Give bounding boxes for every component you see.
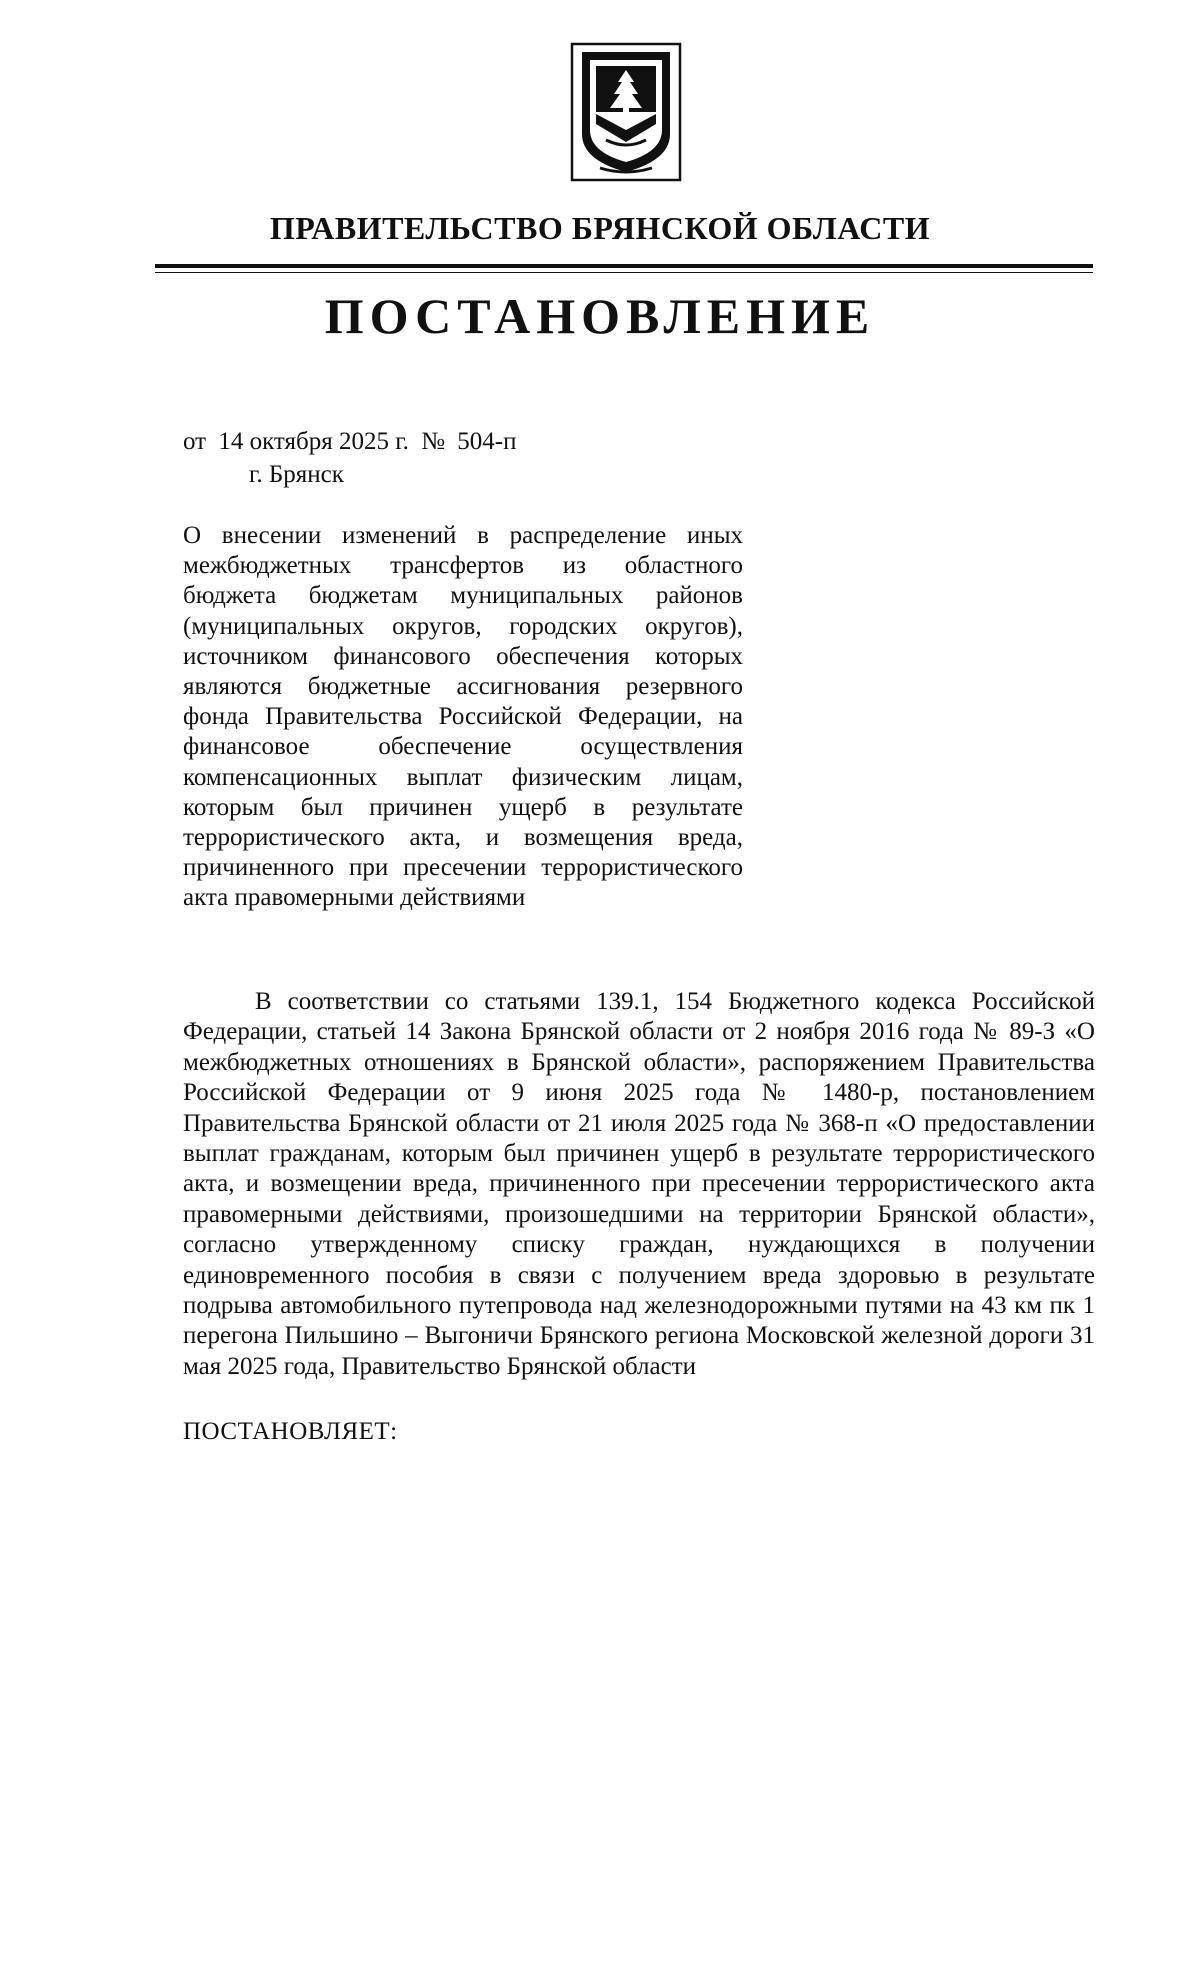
coat-of-arms-icon <box>570 42 682 182</box>
document-subject: О внесении изменений в распределение иных межбюджетных трансфертов из областного бюджета бюджетам муниципальных районов (муниципальных округов, городских округов), источником финансового обеспечения которых являются бюджетные ассигнования резервного фонда Правительства Российской Федерации, на финансовое обеспечение осуществления компенсационных выплат физическим лицам, которым был причинен ущерб в результате террористического акта, и возмещения вреда, причиненного при пресечении террористического акта правомерными действиями <box>183 522 743 912</box>
document-city: г. Брянск <box>249 461 344 488</box>
document-date: 14 октября 2025 г. <box>218 428 409 455</box>
number-sign: № <box>421 428 446 455</box>
preamble-paragraph: В соответствии со статьями 139.1, 154 Бюджетного кодекса Российской Федерации, статьей 14 Закона Брянской области от 2 ноября 2016 года № 89-З «О межбюджетных отношениях в Брянской области», распоряжением Правительства Российской Федерации от 9 июня 2025 года № 1480-р, постановлением Правительства Брянской области от 21 июля 2025 года № 368-п «О предоставлении выплат гражданам, которым был причинен ущерб в результате террористического акта, и возмещении вреда, причиненного при пресечении террористического акта правомерными действиями, произошедшими на территории Брянской области», согласно утвержденному списку граждан, нуждающихся в получении единовременного пособия в связи с получением вреда здоровью в результате подрыва автомобильного путепровода над железнодорожными путями на 43 км пк 1 перегона Пильшино – Выгоничи Брянского региона Московской железной дороги 31 мая 2025 года, Правительство Брянской области <box>183 988 1095 1380</box>
resolves-heading: ПОСТАНОВЛЯЕТ: <box>183 1418 398 1445</box>
header-divider-thick <box>155 264 1093 268</box>
document-number: 504-п <box>457 428 517 455</box>
date-prefix: от <box>183 428 207 455</box>
header-divider-thin <box>155 272 1093 273</box>
document-type-heading: ПОСТАНОВЛЕНИЕ <box>324 288 876 344</box>
government-title: ПРАВИТЕЛЬСТВО БРЯНСКОЙ ОБЛАСТИ <box>269 210 931 246</box>
date-number-line <box>183 428 523 456</box>
